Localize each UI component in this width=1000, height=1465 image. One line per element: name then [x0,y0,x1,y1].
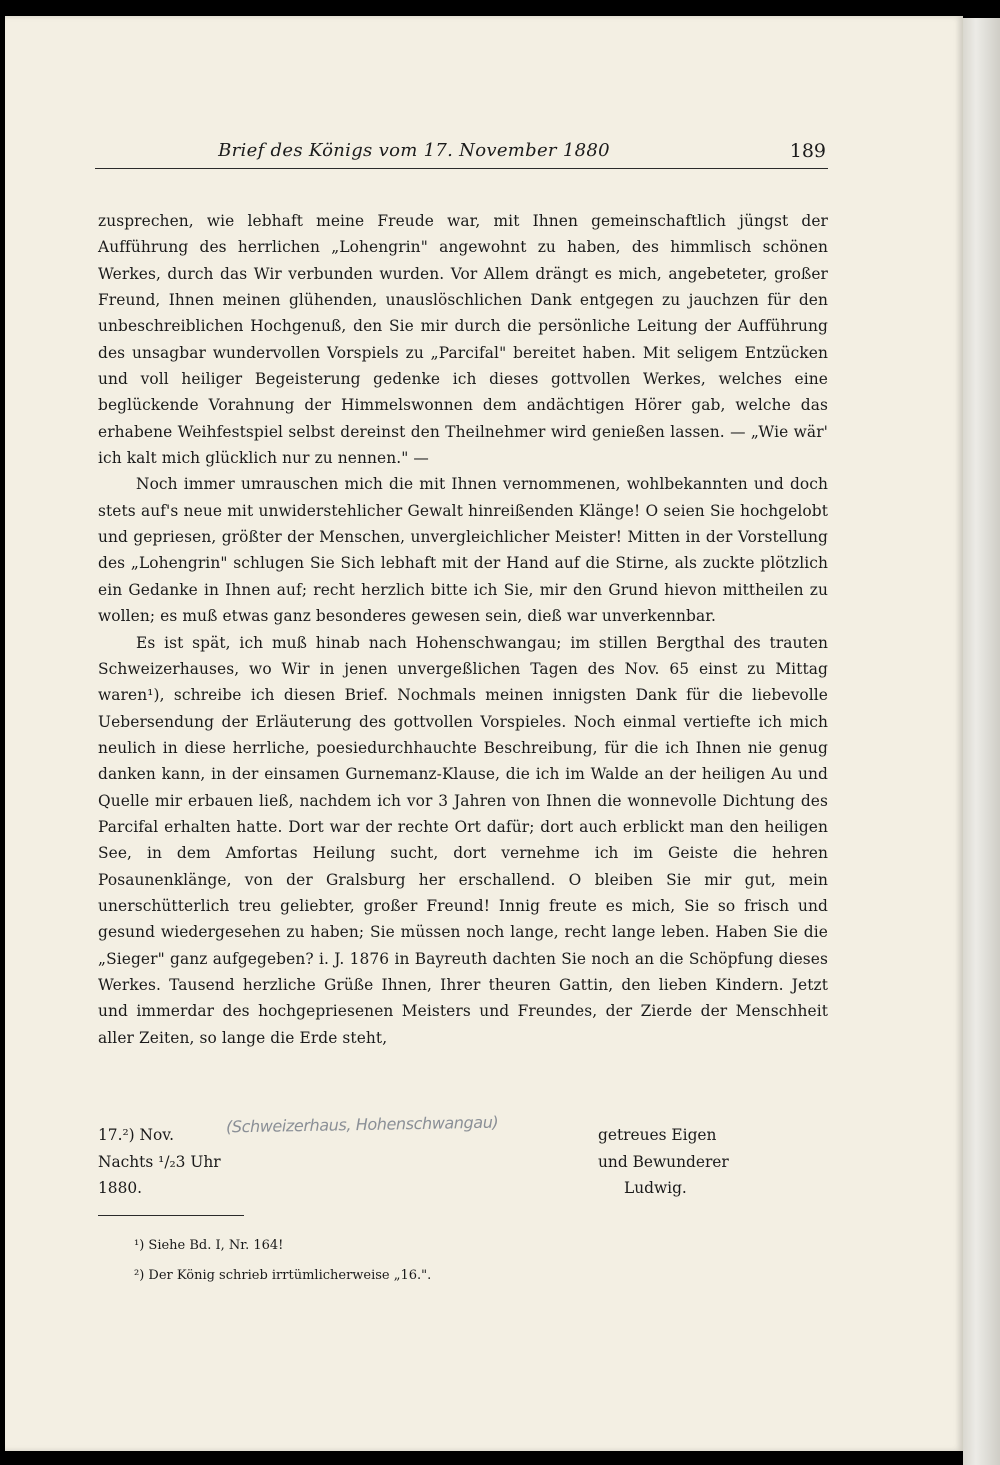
signer-name: Ludwig. [624,1179,687,1197]
paragraph: Noch immer umrauschen mich die mit Ihnen vernommenen, wohlbekannten und doch stets auf's neue mit unwiderstehlicher Gewalt hinreißenden Klänge! O seien Sie hochgelobt und gepriesen, größter der Menschen, unvergleichlicher Meister! Mitten in der Vorstellung des „Lohengrin" schlugen Sie Sich lebhaft mit der Hand auf die Stirne, als zuckte plötzlich ein Gedanke in Ihnen auf; recht herzlich bitte ich Sie, mir den Grund hievon mittheilen zu wollen; es muß etwas ganz besonderes gewesen sein, dieß war unverkennbar. [98,475,828,626]
page-edge [963,18,1000,1465]
letter-body [98,208,828,1051]
running-header [95,128,828,168]
date-block [98,1122,221,1202]
footnotes [134,1231,431,1291]
paragraph: zusprechen, wie lebhaft meine Freude war, mit Ihnen gemeinschaftlich jüngst der Aufführung des herrlichen „Lohengrin" angewohnt zu haben, des himmlisch schönen Werkes, durch das Wir verbunden wurden. Vor Allem drängt es mich, angebeteter, großer Freund, Ihnen meinen glühenden, unauslöschlichen Dank entgegen zu jauchzen für den unbeschreiblichen Hochgenuß, den Sie mir durch die persönliche Leitung der Aufführung des unsagbar wundervollen Vorspiels zu „Parcifal" bereitet haben. Mit seligem Entzücken und voll heiliger Begeisterung gedenke ich dieses gottvollen Werkes, welches eine beglückende Vorahnung der Himmelswonnen dem andächtigen Hörer gab, welche das erhabene Weihfestspiel selbst dereinst den Theilnehmer wird genießen lassen. — „Wie wär' ich kalt mich glücklich nur zu nennen." — [98,212,828,468]
footnote-rule [98,1215,244,1216]
header-title: Brief des Königs vom 17. November 1880 [218,140,610,161]
year-line: 1880. [98,1179,143,1197]
header-rule [95,168,828,169]
page-number: 189 [789,140,826,162]
footnote: ²) Der König schrieb irrtümlicherweise „16.". [134,1268,432,1283]
closing-line: getreues Eigen [598,1126,717,1144]
date-line: 17.²) Nov. [98,1126,175,1144]
signature-block [98,1112,828,1212]
closing-line: und Bewunderer [598,1152,729,1171]
paragraph: Es ist spät, ich muß hinab nach Hohenschwangau; im stillen Bergthal des trauten Schweizerhauses, wo Wir in jenen unvergeßlichen Tagen des Nov. 65 einst zu Mittag waren¹), schreibe ich diesen Brief. Nochmals meinen innigsten Dank für die liebevolle Uebersendung der Erläuterung des gottvollen Vorspieles. Noch einmal vertiefte ich mich neulich in diese herrliche, poesiedurchhauchte Beschreibung, für die ich Ihnen nie genug danken kann, in der einsamen Gurnemanz-Klause, die ich im Walde an der heiligen Au und Quelle mir erbauen ließ, nachdem ich vor 3 Jahren von Ihnen die wonnevolle Dichtung des Parcifal erhalten hatte. Dort war der rechte Ort dafür; dort auch erblickt man den heiligen See, in dem Amfortas Heilung sucht, dort vernehme ich im Geiste die hehren Posaunenklänge, von der Gralsburg her erschallend. O bleiben Sie mir gut, mein unerschütterlich treu geliebter, großer Freund! Innig freute es mich, Sie so frisch und gesund wiedergesehen zu haben; Sie müssen noch lange, recht lange leben. Haben Sie die „Sieger" ganz aufgegeben? i. J. 1876 in Bayreuth dachten Sie noch an die Schöpfung dieses Werkes. Tausend herzliche Grüße Ihnen, Ihrer theuren Gattin, den lieben Kindern. Jetzt und immerdar des hochgepriesenen Meisters und Freundes, der Zierde der Menschheit aller Zeiten, so lange die Erde steht, [98,633,828,1047]
handwritten-annotation: (Schweizerhaus, Hohenschwangau) [225,1112,499,1137]
time-line: Nachts ¹/₂3 Uhr [98,1152,221,1171]
closing-block [598,1122,729,1202]
footnote: ¹) Siehe Bd. I, Nr. 164! [134,1238,284,1253]
